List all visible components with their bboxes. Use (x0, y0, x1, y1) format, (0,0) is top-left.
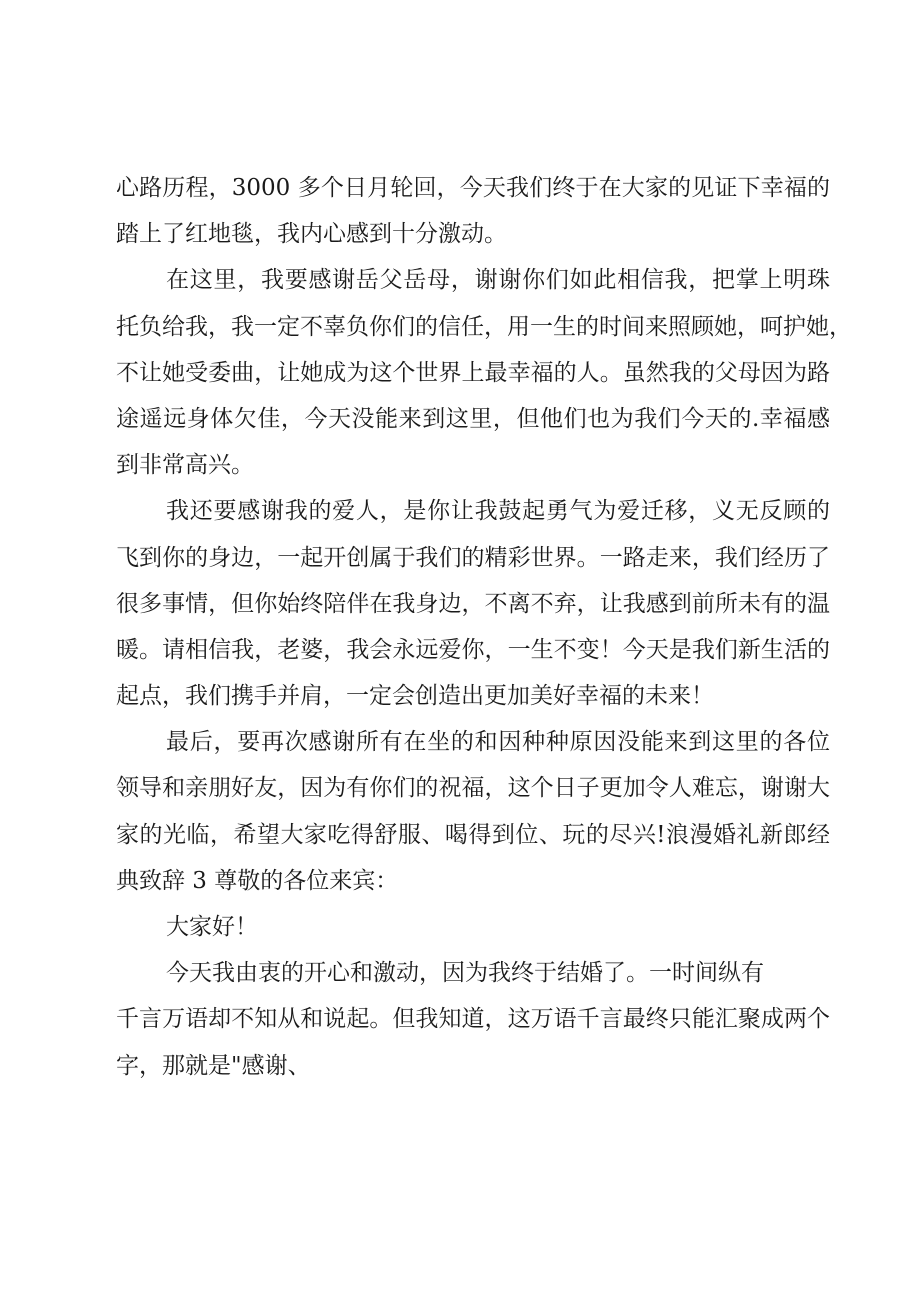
text-line: 到非常高兴。 (116, 452, 254, 479)
paragraph-first-line: 在这里，我要感谢岳父岳母，谢谢你们如此相信我，把掌上明珠 (166, 267, 830, 294)
text-line: 途遥远身体欠佳，今天没能来到这里，但他们也为我们今天的.幸福感 (116, 405, 830, 432)
paragraph-first-line: 我还要感谢我的爱人，是你让我鼓起勇气为爱迁移，义无反顾的 (166, 498, 830, 525)
text-line: 千言万语却不知从和说起。但我知道，这万语千言最终只能汇聚成两个 (116, 1006, 830, 1033)
text-line: 典致辞 3 尊敬的各位来宾： (116, 867, 399, 894)
text-line: 托负给我，我一定不辜负你们的信任，用一生的时间来照顾她，呵护她， (116, 313, 852, 340)
text-line: 家的光临，希望大家吃得舒服、喝得到位、玩的尽兴!浪漫婚礼新郎经 (116, 821, 830, 848)
text-line: 很多事情，但你始终陪伴在我身边，不离不弃，让我感到前所未有的温 (116, 590, 830, 617)
text-line: 字，那就是"感谢、 (116, 1052, 311, 1079)
greeting-line: 大家好！ (166, 914, 258, 940)
text-line: 暖。请相信我，老婆，我会永远爱你，一生不变！今天是我们新生活的 (116, 636, 830, 663)
text-line: 踏上了红地毯，我内心感到十分激动。 (116, 221, 507, 248)
speech-text-body (116, 165, 852, 1089)
paragraph-first-line: 今天我由衷的开心和激动，因为我终于结婚了。一时间纵有 (166, 960, 764, 987)
text-line: 飞到你的身边，一起开创属于我们的精彩世界。一路走来，我们经历了 (116, 544, 830, 571)
paragraph-first-line: 最后，要再次感谢所有在坐的和因种种原因没能来到这里的各位 (166, 729, 830, 756)
text-line: 起点，我们携手并肩，一定会创造出更加美好幸福的未来！ (116, 683, 714, 710)
text-line: 心路历程，3000 多个日月轮回，今天我们终于在大家的见证下幸福的 (116, 175, 830, 201)
text-line: 领导和亲朋好友，因为有你们的祝福，这个日子更加令人难忘，谢谢大 (116, 775, 830, 802)
text-line: 不让她受委曲，让她成为这个世界上最幸福的人。虽然我的父母因为路 (116, 359, 830, 386)
